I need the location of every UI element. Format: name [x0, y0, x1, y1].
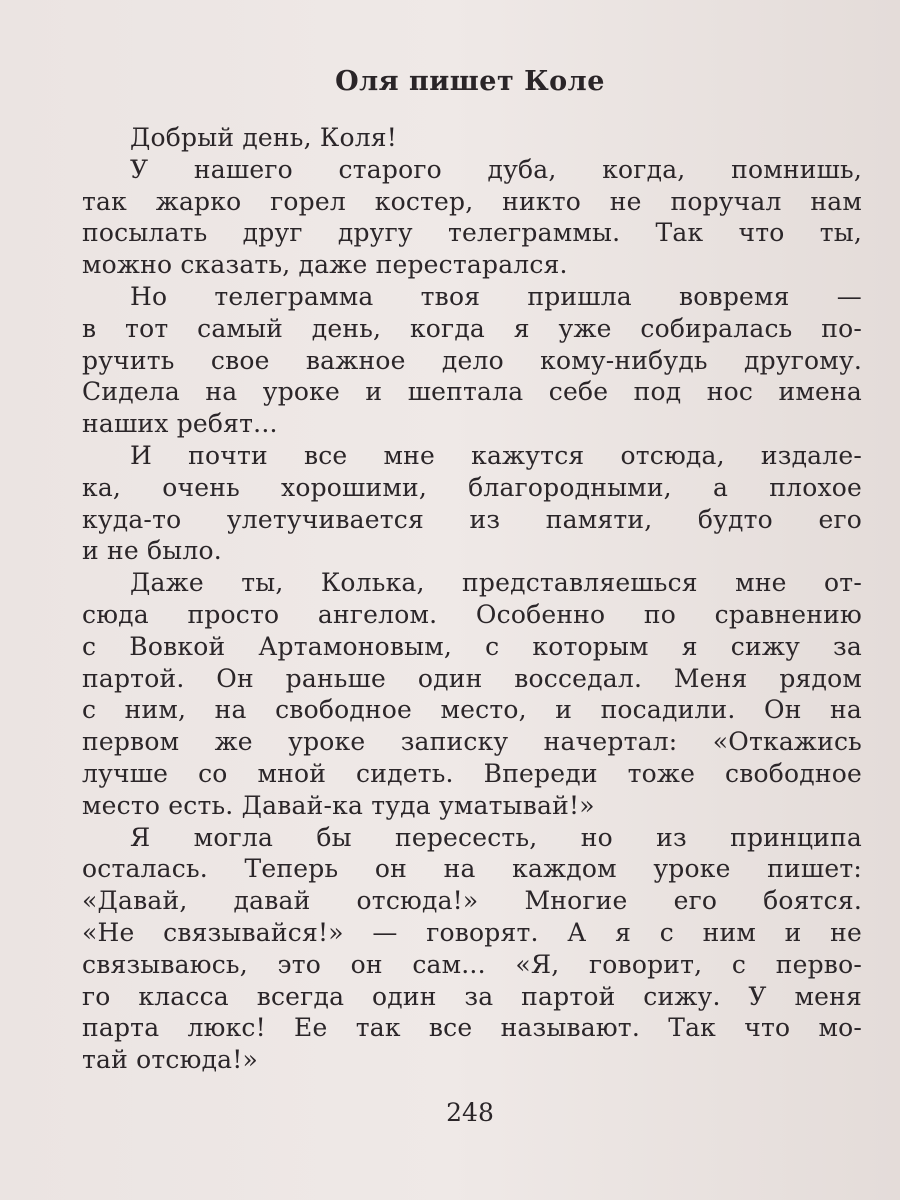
text-line: ка, очень хорошими, благородными, а плохое — [82, 472, 862, 502]
body-text — [82, 122, 862, 1076]
text-line: и не было. — [82, 536, 222, 566]
text-line: тай отсюда!» — [82, 1045, 259, 1075]
text-line: сюда просто ангелом. Особенно по сравнению — [82, 599, 862, 629]
text-line: парта люкс! Ее так все называют. Так что мо- — [82, 1013, 862, 1043]
text-line: с Вовкой Артамоновым, с которым я сижу за — [82, 631, 862, 661]
text-line: «Не связывайся!» — говорят. А я с ним и не — [82, 917, 862, 947]
text-line: Сидела на уроке и шептала себе под нос имена — [82, 377, 862, 407]
text-line: так жарко горел костер, никто не поручал нам — [82, 186, 862, 216]
text-line: Добрый день, Коля! — [130, 123, 397, 152]
text-line: го класса всегда один за партой сижу. У меня — [82, 981, 862, 1011]
text-line: И почти все мне кажутся отсюда, издале- — [130, 440, 862, 470]
text-line: Но телеграмма твоя пришла вовремя — — [130, 281, 862, 311]
text-line: посылать друг другу телеграммы. Так что ты, — [82, 218, 862, 248]
text-line: ручить свое важное дело кому-нибудь другому. — [82, 345, 862, 375]
text-line: связываюсь, это он сам... «Я, говорит, с перво- — [82, 949, 862, 979]
page-number: 248 — [446, 1098, 494, 1127]
text-line: лучше со мной сидеть. Впереди тоже свободное — [82, 758, 862, 788]
text-line: Даже ты, Колька, представляешься мне от- — [130, 568, 862, 598]
text-line: первом же уроке записку начертал: «Откажись — [82, 727, 862, 757]
text-line: в тот самый день, когда я уже собиралась по- — [82, 313, 862, 343]
text-line: с ним, на свободное место, и посадили. Он на — [82, 695, 862, 725]
text-line: место есть. Давай-ка туда уматывай!» — [82, 790, 595, 820]
text-line: наших ребят... — [82, 409, 278, 439]
text-line: У нашего старого дуба, когда, помнишь, — [130, 154, 862, 184]
text-line: Я могла бы пересесть, но из принципа — [130, 822, 862, 852]
text-line: можно сказать, даже перестарался. — [82, 250, 568, 280]
text-line: куда-то улетучивается из памяти, будто его — [82, 504, 862, 534]
chapter-title: Оля пишет Коле — [335, 66, 605, 97]
text-line: осталась. Теперь он на каждом уроке пишет: — [82, 854, 862, 884]
text-line: партой. Он раньше один восседал. Меня рядом — [82, 663, 862, 693]
text-line: «Давай, давай отсюда!» Многие его боятся. — [82, 886, 862, 916]
